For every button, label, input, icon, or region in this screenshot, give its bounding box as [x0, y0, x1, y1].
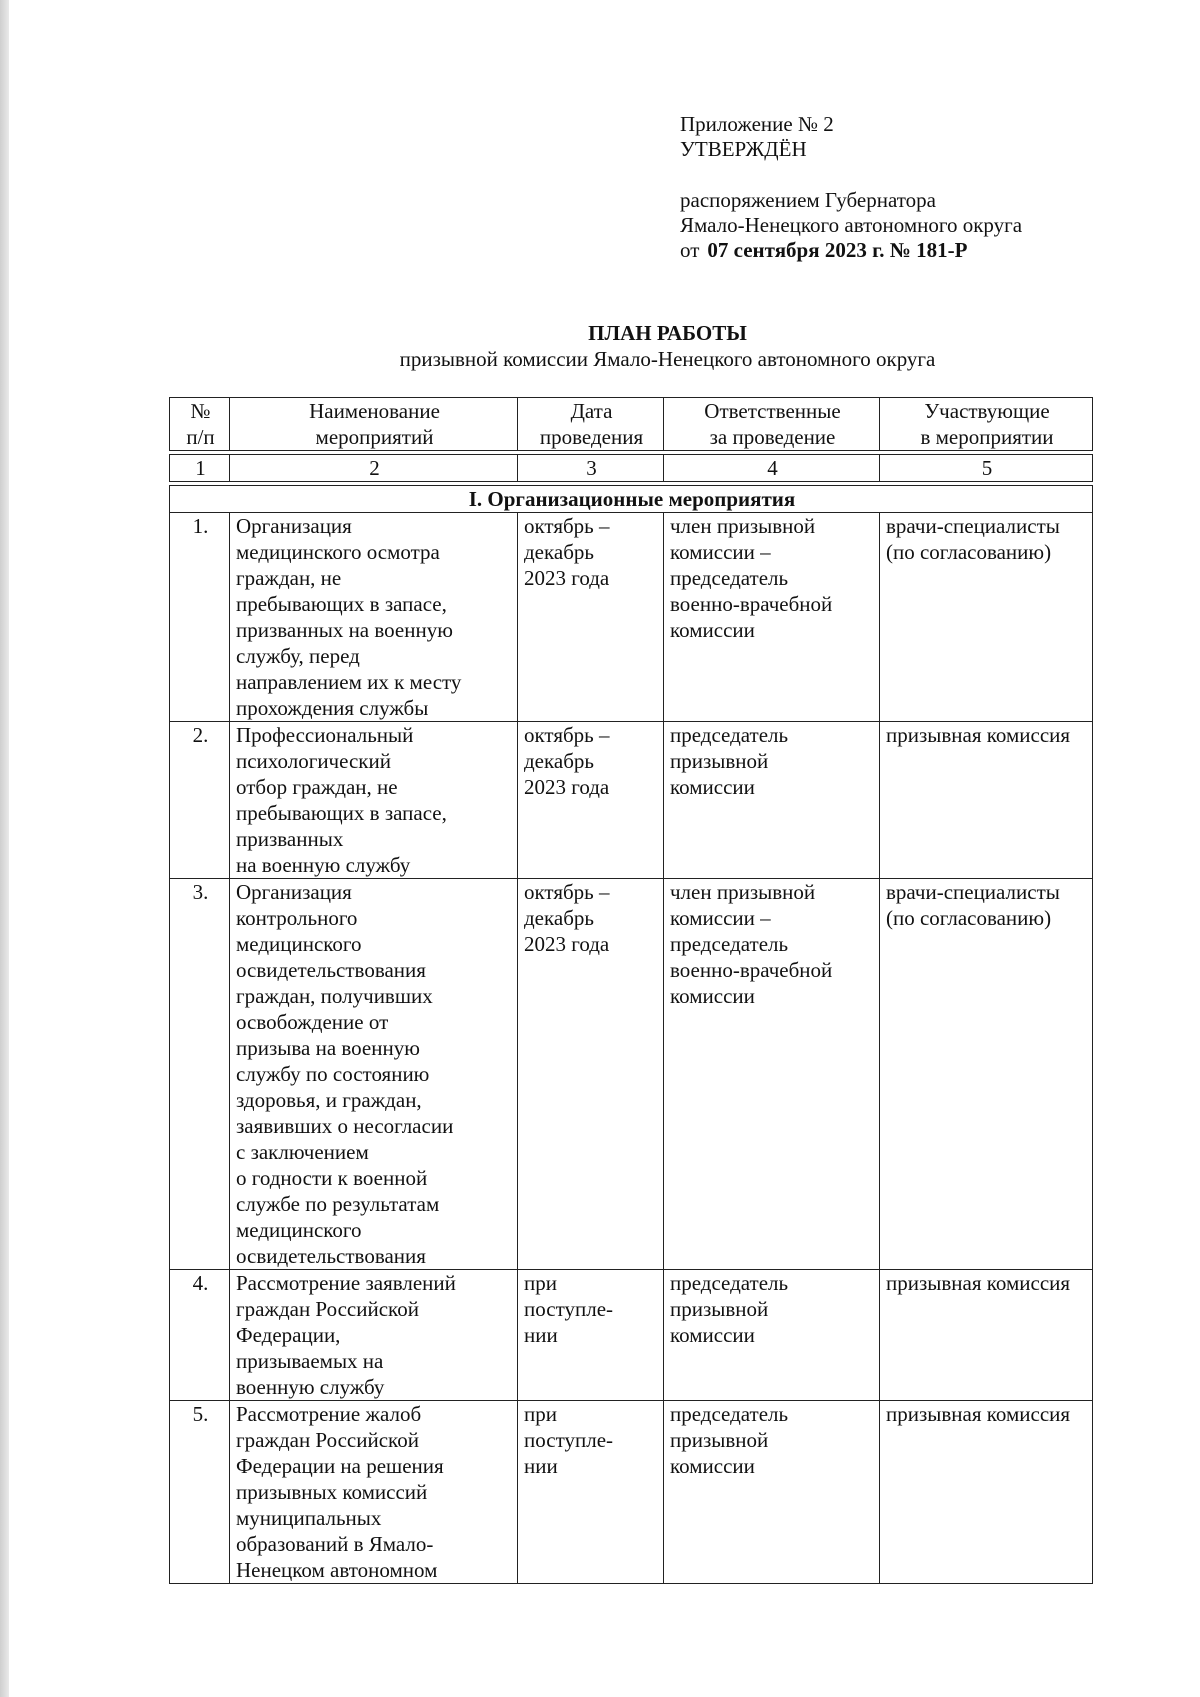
- row-activity: Организация медицинского осмотра граждан, не пребывающих в запасе, призванных на военную службу, перед направлением их к месту прохождения службы: [230, 513, 518, 722]
- row-number: 2.: [170, 722, 230, 879]
- row-responsible: член призывной комиссии – председатель военно-врачебной комиссии: [664, 879, 880, 1270]
- spacer: [680, 162, 1120, 188]
- row-participants: призывная комиссия: [880, 722, 1093, 879]
- table-row: [170, 1270, 1093, 1401]
- index-cell: 3: [518, 455, 664, 482]
- title-sub: призывной комиссии Ямало-Ненецкого автономного округа: [399, 347, 936, 371]
- header-responsible: Ответственные за проведение: [664, 398, 880, 451]
- table-row: [170, 879, 1093, 1270]
- approval-block: [680, 112, 1120, 263]
- row-participants: врачи-специалисты (по согласованию): [880, 513, 1093, 722]
- row-participants: призывная комиссия: [880, 1270, 1093, 1401]
- plan-table: [169, 397, 1093, 1584]
- approved-label: УТВЕРЖДЁН: [680, 137, 807, 161]
- row-date: при поступле- нии: [518, 1401, 664, 1584]
- row-participants: врачи-специалисты (по согласованию): [880, 879, 1093, 1270]
- row-responsible: председатель призывной комиссии: [664, 1270, 880, 1401]
- row-number: 5.: [170, 1401, 230, 1584]
- table-row: [170, 513, 1093, 722]
- row-responsible: председатель призывной комиссии: [664, 722, 880, 879]
- scan-edge: [0, 0, 9, 1697]
- decree-prefix: от: [680, 238, 700, 262]
- title-main: ПЛАН РАБОТЫ: [588, 321, 747, 345]
- row-date: при поступле- нии: [518, 1270, 664, 1401]
- table-row: [170, 1401, 1093, 1584]
- row-activity: Профессиональный психологический отбор граждан, не пребывающих в запасе, призванных на военную службу: [230, 722, 518, 879]
- row-date: октябрь – декабрь 2023 года: [518, 879, 664, 1270]
- row-responsible: член призывной комиссии – председатель военно-врачебной комиссии: [664, 513, 880, 722]
- row-participants: призывная комиссия: [880, 1401, 1093, 1584]
- approver-line: распоряжением Губернатора: [680, 188, 936, 212]
- decree-date-number: 07 сентября 2023 г. № 181-Р: [707, 238, 968, 262]
- section-row: [170, 486, 1093, 513]
- row-number: 4.: [170, 1270, 230, 1401]
- row-date: октябрь – декабрь 2023 года: [518, 722, 664, 879]
- index-cell: 4: [664, 455, 880, 482]
- approver-region: Ямало-Ненецкого автономного округа: [680, 213, 1023, 237]
- decree-line: [680, 238, 1120, 263]
- index-cell: 5: [880, 455, 1093, 482]
- appendix-number: Приложение № 2: [680, 112, 834, 136]
- row-responsible: председатель призывной комиссии: [664, 1401, 880, 1584]
- header-row: [170, 398, 1093, 451]
- row-activity: Рассмотрение заявлений граждан Российской Федерации, призываемых на военную службу: [230, 1270, 518, 1401]
- table-row: [170, 722, 1093, 879]
- index-cell: 2: [230, 455, 518, 482]
- index-cell: 1: [170, 455, 230, 482]
- header-date: Дата проведения: [518, 398, 664, 451]
- column-index-row: [170, 455, 1093, 482]
- header-number: № п/п: [170, 398, 230, 451]
- section-title: I. Организационные мероприятия: [170, 486, 1093, 513]
- row-date: октябрь – декабрь 2023 года: [518, 513, 664, 722]
- row-number: 3.: [170, 879, 230, 1270]
- row-number: 1.: [170, 513, 230, 722]
- document-title: [0, 320, 1200, 372]
- header-activity: Наименование мероприятий: [230, 398, 518, 451]
- row-activity: Организация контрольного медицинского освидетельствования граждан, получивших освобождение от призыва на военную службу по состоянию здоровья, и граждан, заявивших о несогласии с заключением о годности к военной службе по результатам медицинского освидетельствования: [230, 879, 518, 1270]
- header-participants: Участвующие в мероприятии: [880, 398, 1093, 451]
- row-activity: Рассмотрение жалоб граждан Российской Федерации на решения призывных комиссий муниципальных образований в Ямало- Ненецком автономном: [230, 1401, 518, 1584]
